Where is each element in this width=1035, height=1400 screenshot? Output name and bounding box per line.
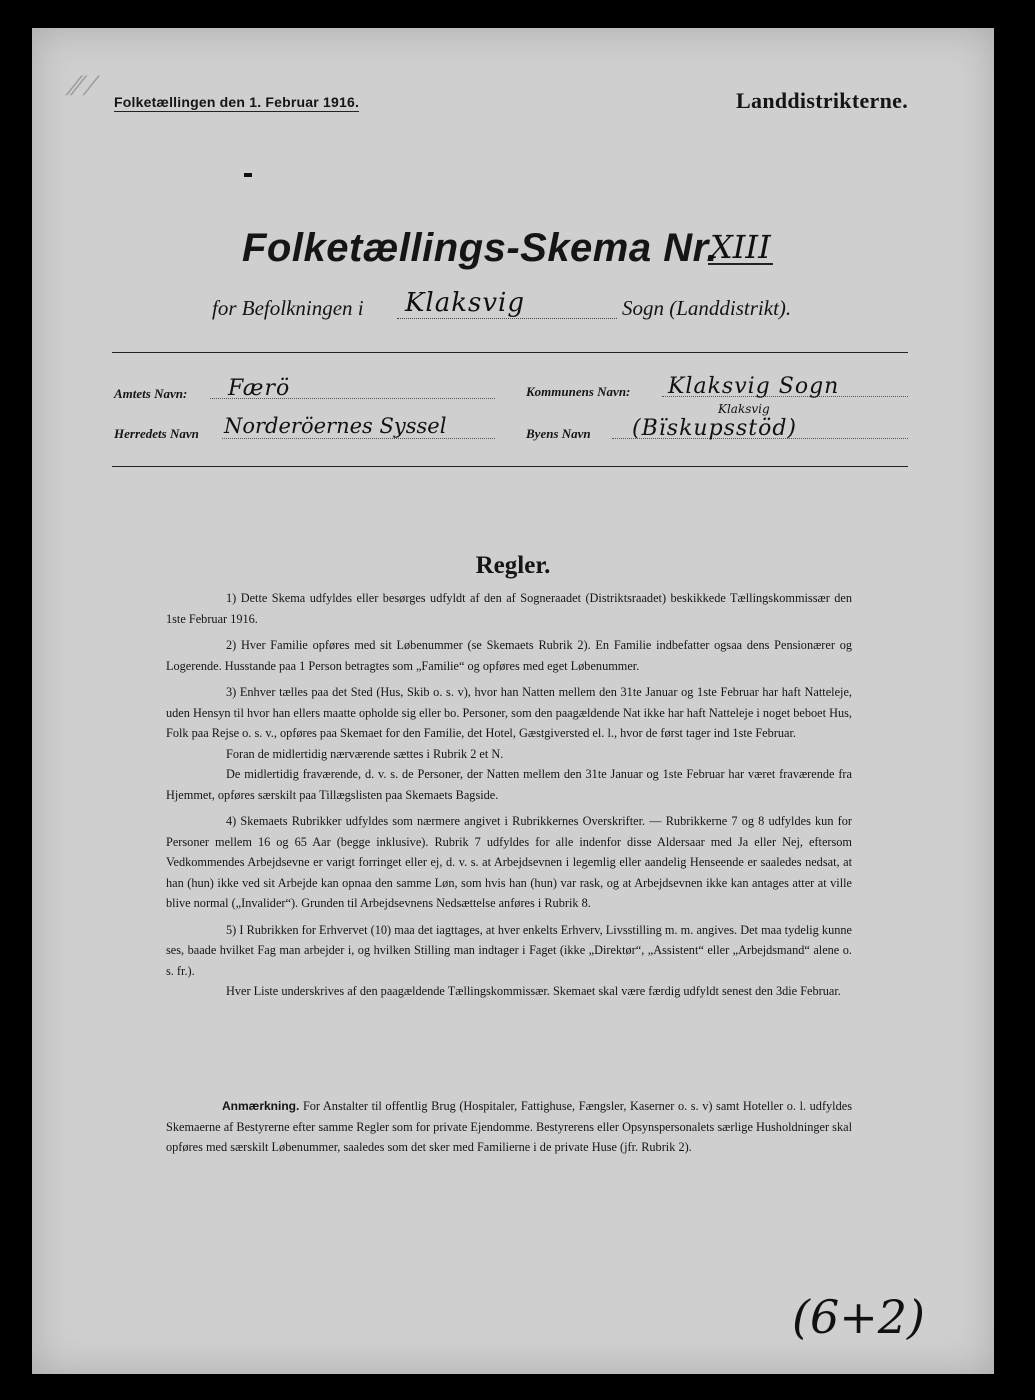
census-form-page [32,28,994,1374]
note-text: For Anstalter til offentlig Brug (Hospitaler, Fattighuse, Fængsler, Kaserner o. s. v) samt Hoteller o. l. udfyldes Skemaerne af Bestyrerne efter samme Regler som for private Ejendomme. Bestyrerens eller Opsynspersonalets særlige Husholdninger skal opføres med særskilt Løbenummer, saaledes som det sker med Familierne i de private Huse (jfr. Rubrik 2). [166,1099,852,1154]
parish-handwritten: Klaksvig [397,288,617,319]
schema-number: XIII [710,228,771,266]
kommune-label: Kommunens Navn: [526,384,631,399]
rule-paragraph-5a: Hver Liste underskrives af den paagældende Tællingskommissær. Skemaet skal være færdig udfyldt senest den 3die Februar. [226,984,841,998]
kommune-value: Klaksvig Sogn [668,374,840,399]
divider-bottom [112,466,908,467]
ink-mark [244,173,252,177]
by-value: (Bïskupsstöd) [632,416,797,441]
herred-label: Herredets Navn [114,426,199,441]
rule-paragraph-3a: Foran de midlertidig nærværende sættes i Rubrik 2 et N. [226,746,504,761]
subtitle-prefix: for Befolkningen i [212,296,364,320]
form-title: Folketællings-Skema Nr. [242,226,719,270]
district-type-header: Landdistrikterne. [736,88,908,113]
rules-body [166,588,852,1008]
subtitle-suffix: Sogn (Landdistrikt). [622,296,792,320]
note-label: Anmærkning. [222,1099,300,1113]
note-block [166,1096,852,1158]
by-value-insert: Klaksvig [718,402,770,416]
census-date-header: Folketællingen den 1. Februar 1916. [114,94,360,110]
rule-paragraph-3: 3) Enhver tælles paa det Sted (Hus, Skib o. s. v), hvor han Natten mellem den 31te Januar og 1ste Februar har haft Natteleje, uden Hensyn til hvor han ellers maatte opholde sig eller bo. Personer, som den paagældende Nat ikke har haft Natteleje i noget beboet Hus, Folk paa Rejse o. s. v., opføres paa Skemaet for den Familie, det Hotel, Gæstgiversted el. l., hvor de først tager ind 1ste Februar. [166,685,852,740]
divider-top [112,352,908,353]
rule-paragraph-2: 2) Hver Familie opføres med sit Løbenummer (se Skemaets Rubrik 2). En Familie indbefatter ogsaa dens Pensionærer og Logerende. Husstande paa 1 Person betragtes som „Familie“ og opføres med eget Løbenummer. [166,638,852,673]
rule-paragraph-1: 1) Dette Skema udfyldes eller besørges udfyldt af den af Sogneraadet (Distriktsraadet) beskikkede Tællingskommissær den 1ste Februar 1916. [166,591,852,626]
handwritten-count: (6+2) [792,1290,925,1344]
herred-line [222,438,495,439]
bleed-through-mark: ⁄⁄ ⁄ [72,72,94,102]
amt-value: Færö [228,376,291,401]
by-label: Byens Navn [526,426,591,441]
rule-paragraph-5: 5) I Rubrikken for Erhvervet (10) maa det iagttages, at hver enkelts Erhverv, Livsstilling m. m. angives. Det maa tydelig kunne ses, baade hvilket Fag man arbejder i, og hvilken Stilling man indtager i Faget (ikke „Direktør“, „Assistent“ eller „Arbejdsmand“ alene o. s. fr.). [166,922,852,978]
herred-value: Norderöernes Syssel [224,414,447,438]
amt-label: Amtets Navn: [114,386,188,401]
rules-heading: Regler. [475,552,551,579]
rule-paragraph-4: 4) Skemaets Rubrikker udfyldes som nærmere angivet i Rubrikkernes Overskrifter. — Rubrikkerne 7 og 8 udfyldes kun for Personer mellem 16 og 65 Aar (begge inklusive). Rubrik 7 udfyldes for alle indenfor disse Aldersaar med Ja eller Nej, eftersom Vedkommendes Arbejdsevne er varigt forringet eller ej, d. v. s. at Arbejdsevnen i legemlig eller aandelig Henseende er saaledes nedsat, at han (hun) ikke ved sit Arbejde kan opnaa den samme Løn, som hvis han (hun) var rask, og at Arbejdsevnen ikke kan antages atter at ville blive normal („Invalider“). Grunden til Arbejdsevnens Nedsættelse anføres i Rubrik 8. [166,814,852,910]
rule-paragraph-3b: De midlertidig fraværende, d. v. s. de Personer, der Natten mellem den 31te Januar og 1ste Februar har været fraværende fra Hjemmet, opføres særskilt paa Tillægslisten paa Skemaets Bagside. [166,767,852,802]
